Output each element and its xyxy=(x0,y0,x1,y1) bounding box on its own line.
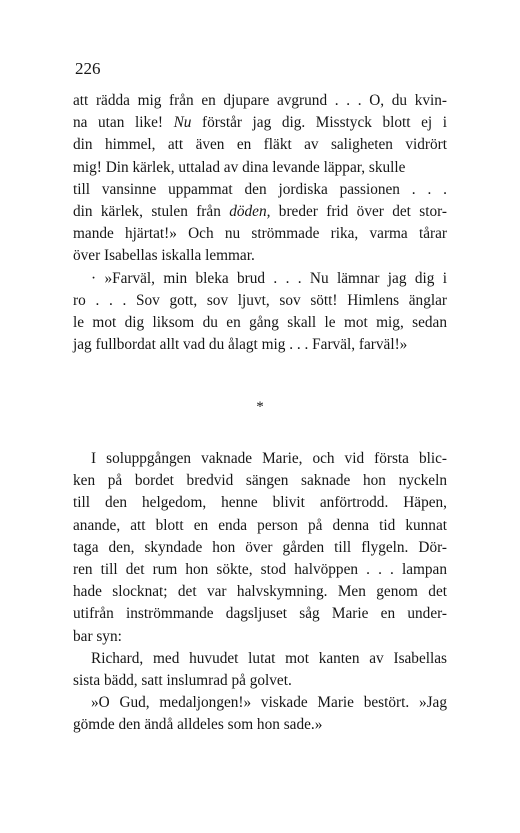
text-run: mig! Din kärlek, uttalad av dina levande läppar, skulle xyxy=(73,158,406,176)
text-line xyxy=(73,290,447,312)
text-line xyxy=(73,90,447,112)
text-run: bar syn: xyxy=(73,627,122,645)
text-block-letter xyxy=(73,90,447,356)
text-line xyxy=(73,626,447,648)
text-line xyxy=(73,692,447,714)
text-line xyxy=(73,112,447,134)
text-run: till vansinne uppammat den jordiska passionen . . . xyxy=(73,180,447,198)
section-separator: * xyxy=(256,399,264,415)
italic-text: döden, xyxy=(229,203,271,221)
text-line xyxy=(73,559,447,581)
text-run: över Isabellas iskalla lemmar. xyxy=(73,247,255,265)
text-run: förstår jag dig. Misstyck blott ej i xyxy=(191,114,448,132)
text-line xyxy=(73,245,447,267)
text-run: gömde den ändå alldeles som hon sade.» xyxy=(73,716,323,734)
text-line xyxy=(73,581,447,603)
text-line xyxy=(73,714,447,736)
text-run: ken på bordet bredvid sängen saknade hon nyckeln xyxy=(73,472,447,490)
text-line xyxy=(73,492,447,514)
text-run: till den helgedom, henne blivit anförtrodd. Häpen, xyxy=(73,494,447,512)
text-run: sista bädd, satt inslumrad på golvet. xyxy=(73,672,292,690)
text-line xyxy=(73,603,447,625)
text-run: din kärlek, stulen från xyxy=(73,203,230,221)
text-run: mande hjärtat!» Och nu strömmade rika, varma tårar xyxy=(73,225,447,243)
text-run: Richard, med huvudet lutat mot kanten av Isabellas xyxy=(91,649,447,667)
text-line xyxy=(73,470,447,492)
text-line xyxy=(73,334,447,356)
text-run: ren till det rum hon sökte, stod halvöppen . . . lampan xyxy=(73,561,447,579)
text-line xyxy=(73,157,447,179)
text-run: anande, att blott en enda person på denna tid kunnat xyxy=(73,516,447,534)
text-run: na utan like! xyxy=(73,114,174,132)
text-run: breder frid över det stor- xyxy=(270,203,448,221)
text-run: I soluppgången vaknade Marie, och vid första blic- xyxy=(91,450,447,467)
text-run: taga den, skyndade hon över gården till flygeln. Dör- xyxy=(73,538,447,556)
page-number: 226 xyxy=(75,59,101,78)
text-line xyxy=(73,268,447,290)
italic-text: Nu xyxy=(173,114,192,132)
text-line xyxy=(73,648,447,670)
text-run: · »Farväl, min bleka brud . . . Nu lämnar jag dig i xyxy=(91,269,447,287)
text-run: hade slocknat; det var halvskymning. Men genom det xyxy=(73,583,447,601)
text-line xyxy=(73,448,447,470)
text-line xyxy=(73,537,447,559)
text-run: ro . . . Sov gott, sov ljuvt, sov sött! Himlens änglar xyxy=(73,291,447,309)
text-line xyxy=(73,134,447,156)
text-run: att rädda mig från en djupare avgrund . . . O, du kvin- xyxy=(73,92,447,109)
text-line xyxy=(73,223,447,245)
text-run: utifrån inströmmande dagsljuset såg Marie en under- xyxy=(73,605,447,623)
text-run: »O Gud, medaljongen!» viskade Marie bestört. »Jag xyxy=(91,694,447,712)
text-line xyxy=(73,312,447,334)
text-line xyxy=(73,515,447,537)
text-run: jag fullbordat allt vad du ålagt mig . . . Farväl, farväl!» xyxy=(73,336,408,354)
text-line xyxy=(73,201,447,223)
text-line xyxy=(73,670,447,692)
text-run: din himmel, att även en fläkt av saligheten vidrört xyxy=(73,136,447,154)
text-block-morning xyxy=(73,448,447,737)
text-line xyxy=(73,179,447,201)
text-run: le mot dig liksom du en gång skall le mot mig, sedan xyxy=(73,314,447,332)
